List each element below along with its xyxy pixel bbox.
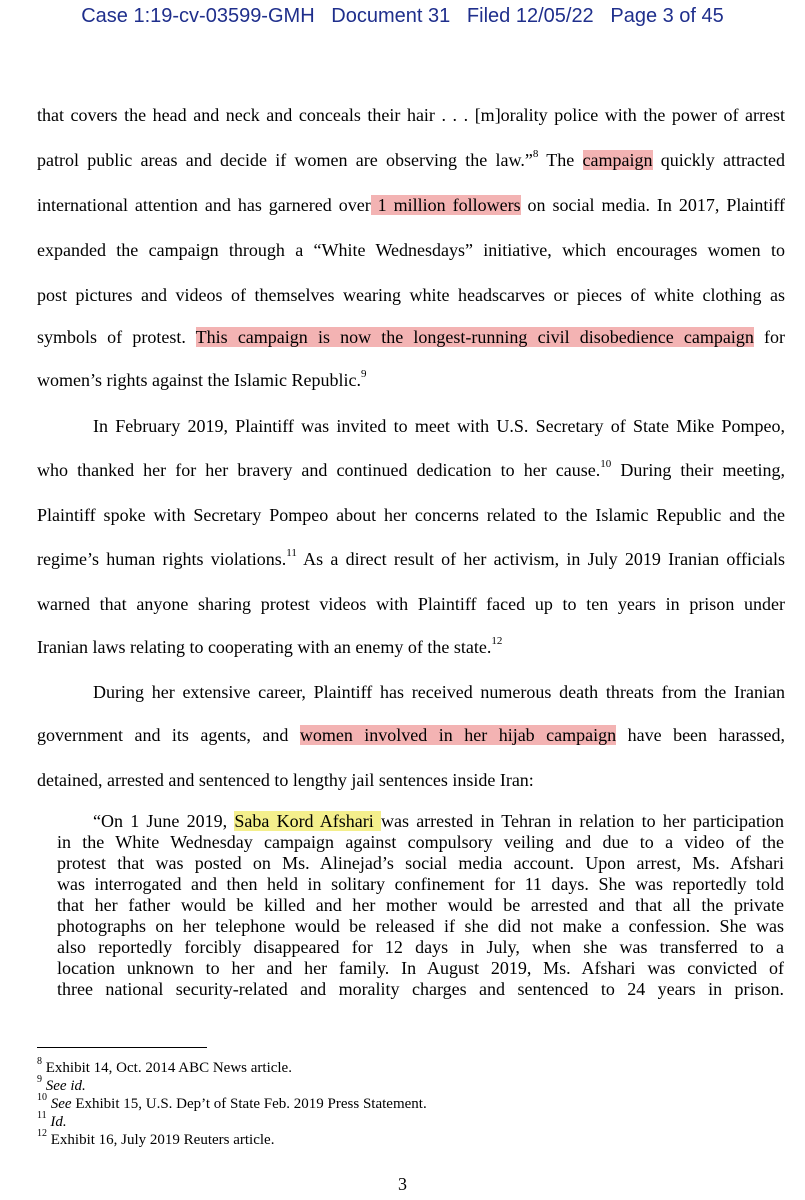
italic-text: See bbox=[50, 1096, 72, 1112]
text: that her father would be killed and her mother would be arrested and that all the private bbox=[57, 895, 784, 915]
highlighted-text: women involved in her hijab campaign bbox=[299, 725, 617, 745]
text: was arrested in Tehran in relation to her participation bbox=[380, 811, 784, 831]
text: government and its agents, and bbox=[37, 725, 300, 745]
quote-line bbox=[57, 979, 784, 1000]
body-line bbox=[37, 148, 785, 172]
body-line bbox=[37, 635, 785, 659]
body-line bbox=[37, 193, 785, 217]
highlighted-text: campaign bbox=[582, 150, 653, 170]
body-line bbox=[37, 680, 785, 704]
footnote-ref[interactable]: 8 bbox=[532, 148, 539, 160]
highlighted-text: 1 million followers bbox=[370, 195, 521, 215]
text: regime’s human rights violations. bbox=[37, 549, 287, 569]
body-line bbox=[37, 547, 785, 571]
text: who thanked her for her bravery and continued dedication to her cause. bbox=[37, 460, 601, 480]
text: location unknown to her and her family. In August 2019, Ms. Afshari was convicted of bbox=[57, 958, 784, 978]
footnote-number: 9 bbox=[37, 1074, 42, 1085]
footnote-ref[interactable]: 12 bbox=[491, 635, 503, 647]
text: As a direct result of her activism, in July 2019 Iranian officials bbox=[296, 549, 785, 569]
body-line bbox=[37, 325, 785, 349]
text: photographs on her telephone would be released if she did not make a confession. She was bbox=[57, 916, 784, 936]
highlighted-name: Saba Kord Afshari bbox=[234, 811, 381, 831]
italic-text: See id. bbox=[45, 1078, 86, 1094]
footnote-ref[interactable]: 11 bbox=[286, 547, 297, 559]
body-line bbox=[37, 503, 785, 527]
body-line bbox=[37, 414, 785, 438]
footnote-number: 8 bbox=[37, 1056, 42, 1067]
text: symbols of protest. bbox=[37, 327, 196, 347]
quote-line bbox=[57, 937, 784, 958]
body-line bbox=[37, 458, 785, 482]
text: Plaintiff spoke with Secretary Pompeo about her concerns related to the Islamic Republic and the bbox=[37, 505, 785, 525]
text: “On 1 June 2019, bbox=[93, 811, 235, 831]
body-line bbox=[37, 723, 785, 747]
quote-line bbox=[57, 853, 784, 874]
body-line bbox=[37, 238, 785, 262]
quote-line bbox=[57, 832, 784, 853]
text: warned that anyone sharing protest videos with Plaintiff faced up to ten years in prison under bbox=[37, 594, 785, 614]
footnote-ref[interactable]: 9 bbox=[360, 368, 367, 380]
text: quickly attracted bbox=[652, 150, 785, 170]
text: women’s rights against the Islamic Republic. bbox=[37, 370, 361, 390]
footnote-number: 11 bbox=[37, 1110, 47, 1121]
text: In February 2019, Plaintiff was invited to meet with U.S. Secretary of State Mike Pompeo, bbox=[93, 416, 785, 436]
case-header: Case 1:19-cv-03599-GMH Document 31 Filed 12/05/22 Page 3 of 45 bbox=[81, 5, 724, 27]
text: Iranian laws relating to cooperating with an enemy of the state. bbox=[37, 637, 492, 657]
text: post pictures and videos of themselves wearing white headscarves or pieces of white clothing as bbox=[37, 285, 785, 305]
text: have been harassed, bbox=[616, 725, 785, 745]
body-line bbox=[37, 592, 785, 616]
footnote-text: Exhibit 16, July 2019 Reuters article. bbox=[47, 1132, 275, 1148]
text: three national security-related and morality charges and sentenced to 24 years in prison. bbox=[57, 979, 784, 999]
text: also reportedly forcibly disappeared for 12 days in July, when she was transferred to a bbox=[57, 937, 784, 957]
footnote-number: 12 bbox=[37, 1128, 47, 1139]
italic-text: Id. bbox=[50, 1114, 67, 1130]
quote-line bbox=[57, 811, 784, 832]
footnote-text: Exhibit 15, U.S. Dep’t of State Feb. 2019 Press Statement. bbox=[71, 1096, 427, 1112]
text: detained, arrested and sentenced to lengthy jail sentences inside Iran: bbox=[37, 770, 534, 790]
body-line bbox=[37, 283, 785, 307]
footnote bbox=[37, 1128, 275, 1149]
quote-line bbox=[57, 895, 784, 916]
text: protest that was posted on Ms. Alinejad’s social media account. Upon arrest, Ms. Afshari bbox=[57, 853, 784, 873]
text: During their meeting, bbox=[611, 460, 785, 480]
body-line bbox=[37, 103, 785, 127]
body-line bbox=[37, 768, 785, 792]
text: international attention and has garnered over bbox=[37, 195, 371, 215]
footnote bbox=[37, 1092, 427, 1113]
text: The bbox=[538, 150, 583, 170]
text: was interrogated and then held in solitary confinement for 11 days. She was reportedly told bbox=[57, 874, 784, 894]
text: for bbox=[753, 327, 785, 347]
text: that covers the head and neck and conceals their hair . . . [m]orality police with the power of arrest bbox=[37, 105, 785, 125]
quote-line bbox=[57, 958, 784, 979]
text: in the White Wednesday campaign against compulsory veiling and due to a video of the bbox=[57, 832, 784, 852]
footnote-divider bbox=[37, 1047, 207, 1048]
quote-line bbox=[57, 874, 784, 895]
page-number: 3 bbox=[398, 1174, 407, 1194]
quote-line bbox=[57, 916, 784, 937]
footnote-number: 10 bbox=[37, 1092, 47, 1103]
footnote-ref[interactable]: 10 bbox=[600, 458, 612, 470]
footnote-text: Exhibit 14, Oct. 2014 ABC News article. bbox=[42, 1060, 292, 1076]
text: patrol public areas and decide if women are observing the law.” bbox=[37, 150, 533, 170]
body-line bbox=[37, 368, 785, 392]
footnote bbox=[37, 1056, 292, 1077]
text: expanded the campaign through a “White Wednesdays” initiative, which encourages women to bbox=[37, 240, 785, 260]
text: on social media. In 2017, Plaintiff bbox=[520, 195, 785, 215]
text: During her extensive career, Plaintiff has received numerous death threats from the Iranian bbox=[93, 682, 785, 702]
highlighted-text: This campaign is now the longest-running civil disobedience campaign bbox=[195, 327, 754, 347]
